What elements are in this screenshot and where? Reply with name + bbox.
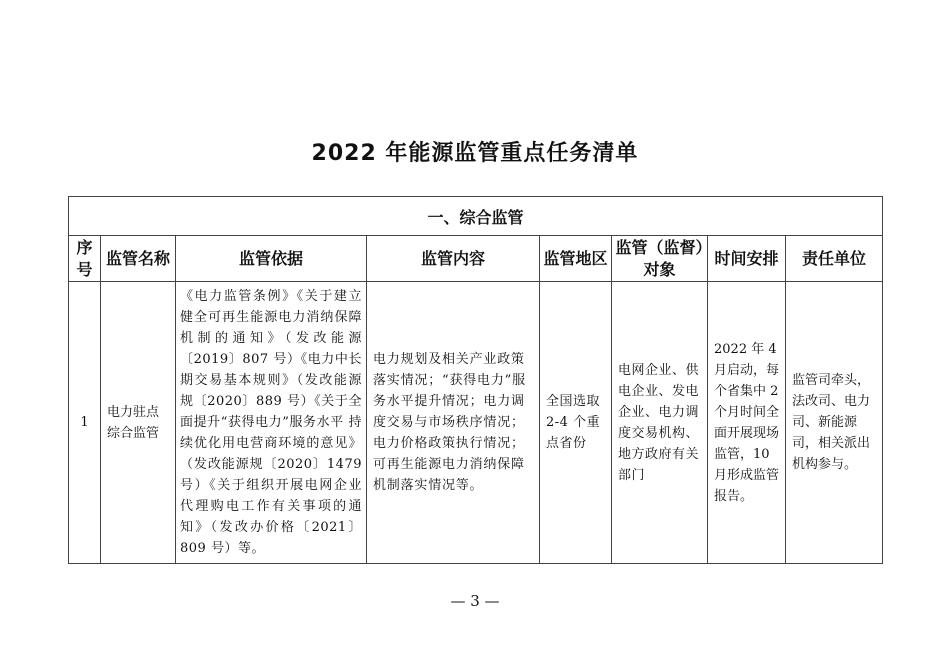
cell-content: 电力规划及相关产业政策落实情况；“获得电力”服务水平提升情况；电力调度交易与市场秩序情况；电力价格政策执行情况；可再生能源电力消纳保障机制落实情况等。 [367,282,540,564]
table-row [69,282,883,564]
header-unit: 责任单位 [786,236,883,282]
cell-name: 电力驻点综合监管 [101,282,176,564]
task-table [68,196,883,564]
cell-no: 1 [69,282,101,564]
header-name: 监管名称 [101,236,176,282]
header-target: 监管（监督）对象 [612,236,708,282]
header-time: 时间安排 [708,236,786,282]
cell-unit: 监管司牵头，法改司、电力司、新能源司，相关派出机构参与。 [786,282,883,564]
section-title: 一、综合监管 [69,197,883,236]
header-content: 监管内容 [367,236,540,282]
cell-basis: 《电力监管条例》《关于建立健全可再生能源电力消纳保障机制的通知》（发改能源〔2019〕807 号）《电力中长期交易基本规则》（发改能源规〔2020〕889 号）《关于全面提升“获得电力”服务水平 持续优化用电营商环境的意见》（发改能源规〔2020〕1479 号）《关于组织开展电网企业代理购电工作有关事项的通知》（发改办价格〔2021〕809 号）等。 [176,282,367,564]
cell-time: 2022 年 4 月启动，每个省集中 2 个月时间全面开展现场监管，10 月形成监管报告。 [708,282,786,564]
header-row [69,236,883,282]
cell-area: 全国选取 2-4 个重点省份 [540,282,612,564]
header-no: 序号 [69,236,101,282]
cell-target: 电网企业、供电企业、发电企业、电力调度交易机构、地方政府有关部门 [612,282,708,564]
header-basis: 监管依据 [176,236,367,282]
header-area: 监管地区 [540,236,612,282]
section-row [69,197,883,236]
page-title: 2022 年能源监管重点任务清单 [311,141,639,166]
page-number: — 3 — [450,592,500,610]
